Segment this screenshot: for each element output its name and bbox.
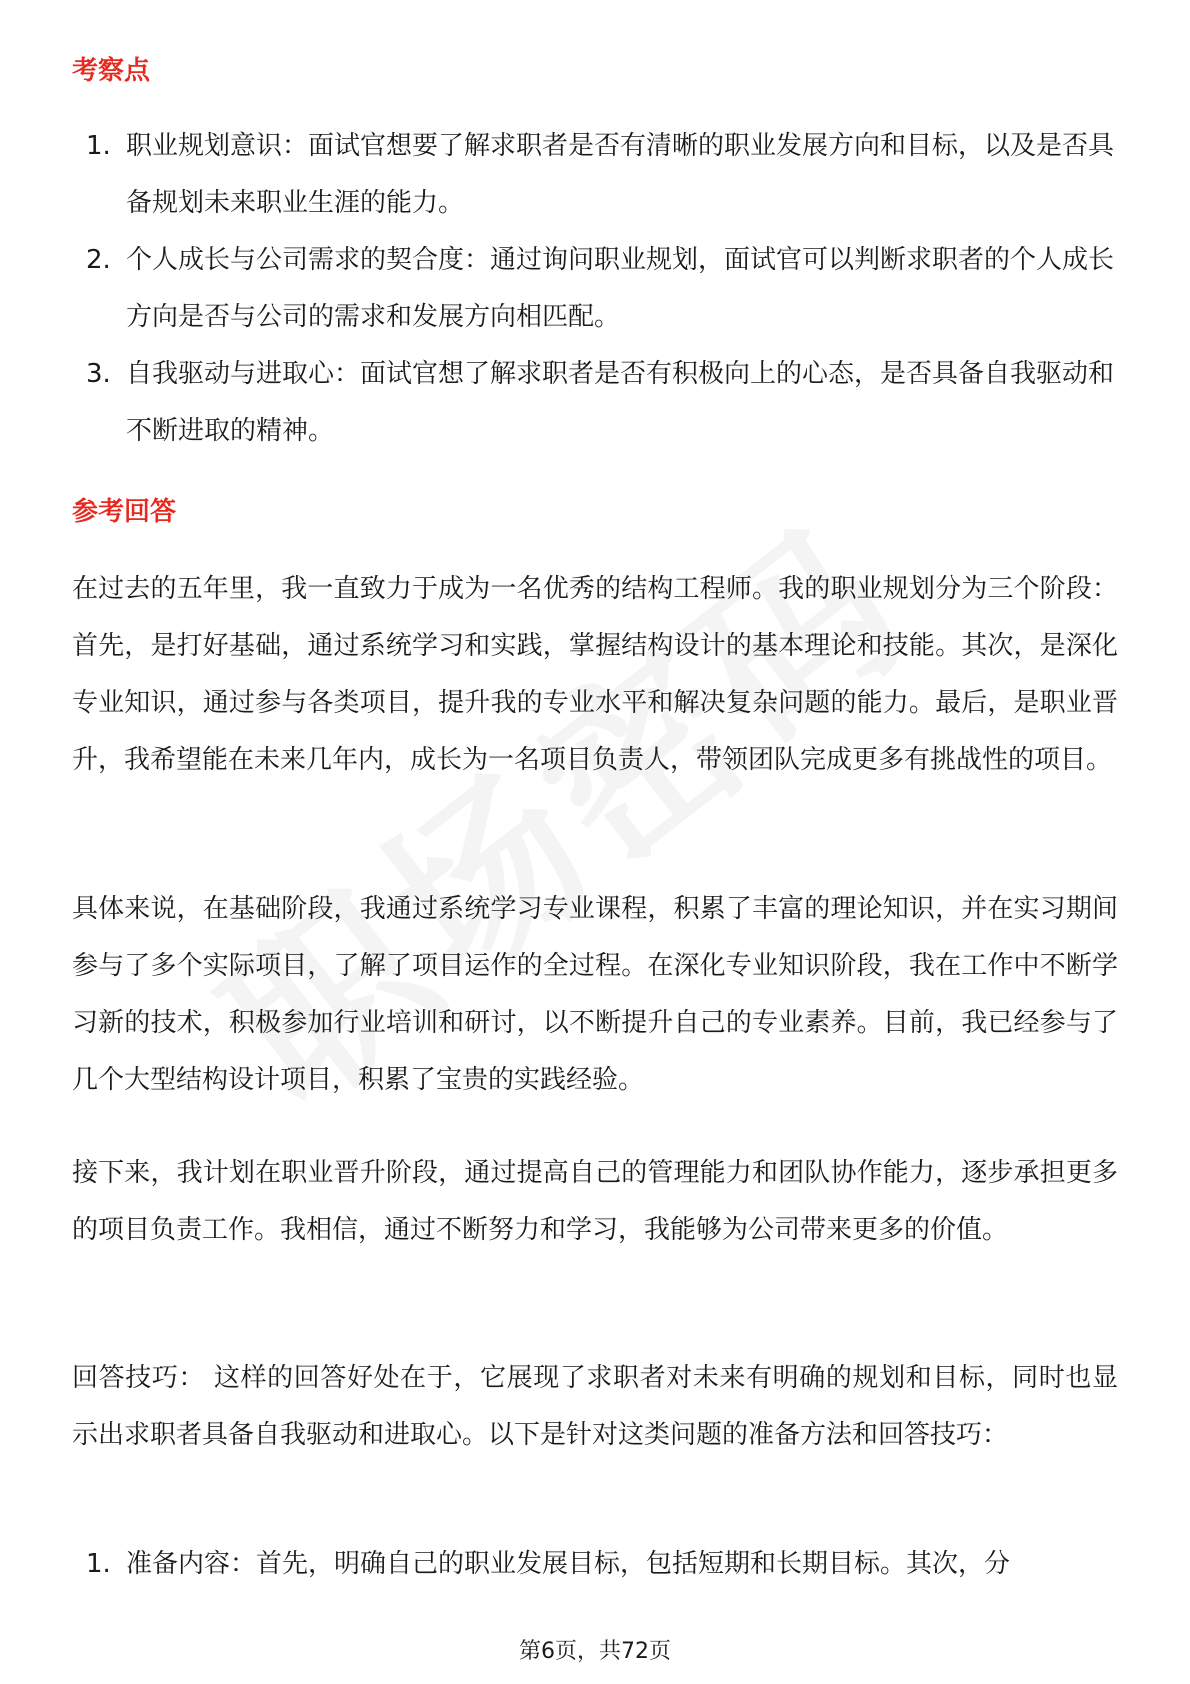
tips-list [72,1536,1118,1593]
list-item-number: 1. [86,1549,111,1579]
page-footer: 第6页，共72页 [519,1639,671,1664]
list-item-number: 1. [86,131,111,161]
answer-paragraph: 接下来，我计划在职业晋升阶段，通过提高自己的管理能力和团队协作能力，逐步承担更多的项目负责工作。我相信，通过不断努力和学习，我能够为公司带来更多的价值。 [72,1158,1118,1245]
examine-points-list [72,118,1118,460]
list-item [72,118,1118,232]
list-item-number: 2. [86,245,111,275]
list-item-text: 准备内容：首先，明确自己的职业发展目标，包括短期和长期目标。其次，分 [126,1549,1011,1579]
section-title-examine-points: 考察点 [72,56,151,86]
list-item [72,1536,1118,1593]
list-item-text: 个人成长与公司需求的契合度：通过询问职业规划，面试官可以判断求职者的个人成长方向是否与公司的需求和发展方向相匹配。 [126,245,1115,332]
list-item-number: 3. [86,359,111,389]
list-item [72,346,1118,460]
section-title-reference-answer: 参考回答 [72,497,177,527]
list-item-text: 自我驱动与进取心：面试官想了解求职者是否有积极向上的心态，是否具备自我驱动和不断进取的精神。 [126,359,1115,446]
answer-tips-paragraph: 回答技巧： 这样的回答好处在于，它展现了求职者对未来有明确的规划和目标，同时也显示出求职者具备自我驱动和进取心。以下是针对这类问题的准备方法和回答技巧： [72,1363,1118,1450]
list-item [72,232,1118,346]
answer-paragraph: 具体来说，在基础阶段，我通过系统学习专业课程，积累了丰富的理论知识，并在实习期间参与了多个实际项目，了解了项目运作的全过程。在深化专业知识阶段，我在工作中不断学习新的技术，积极参加行业培训和研讨，以不断提升自己的专业素养。目前，我已经参与了几个大型结构设计项目，积累了宝贵的实践经验。 [72,894,1118,1095]
answer-paragraph: 在过去的五年里，我一直致力于成为一名优秀的结构工程师。我的职业规划分为三个阶段：首先，是打好基础，通过系统学习和实践，掌握结构设计的基本理论和技能。其次，是深化专业知识，通过参与各类项目，提升我的专业水平和解决复杂问题的能力。最后，是职业晋升，我希望能在未来几年内，成长为一名项目负责人，带领团队完成更多有挑战性的项目。 [72,574,1118,775]
list-item-text: 职业规划意识：面试官想要了解求职者是否有清晰的职业发展方向和目标，以及是否具备规划未来职业生涯的能力。 [126,131,1115,218]
